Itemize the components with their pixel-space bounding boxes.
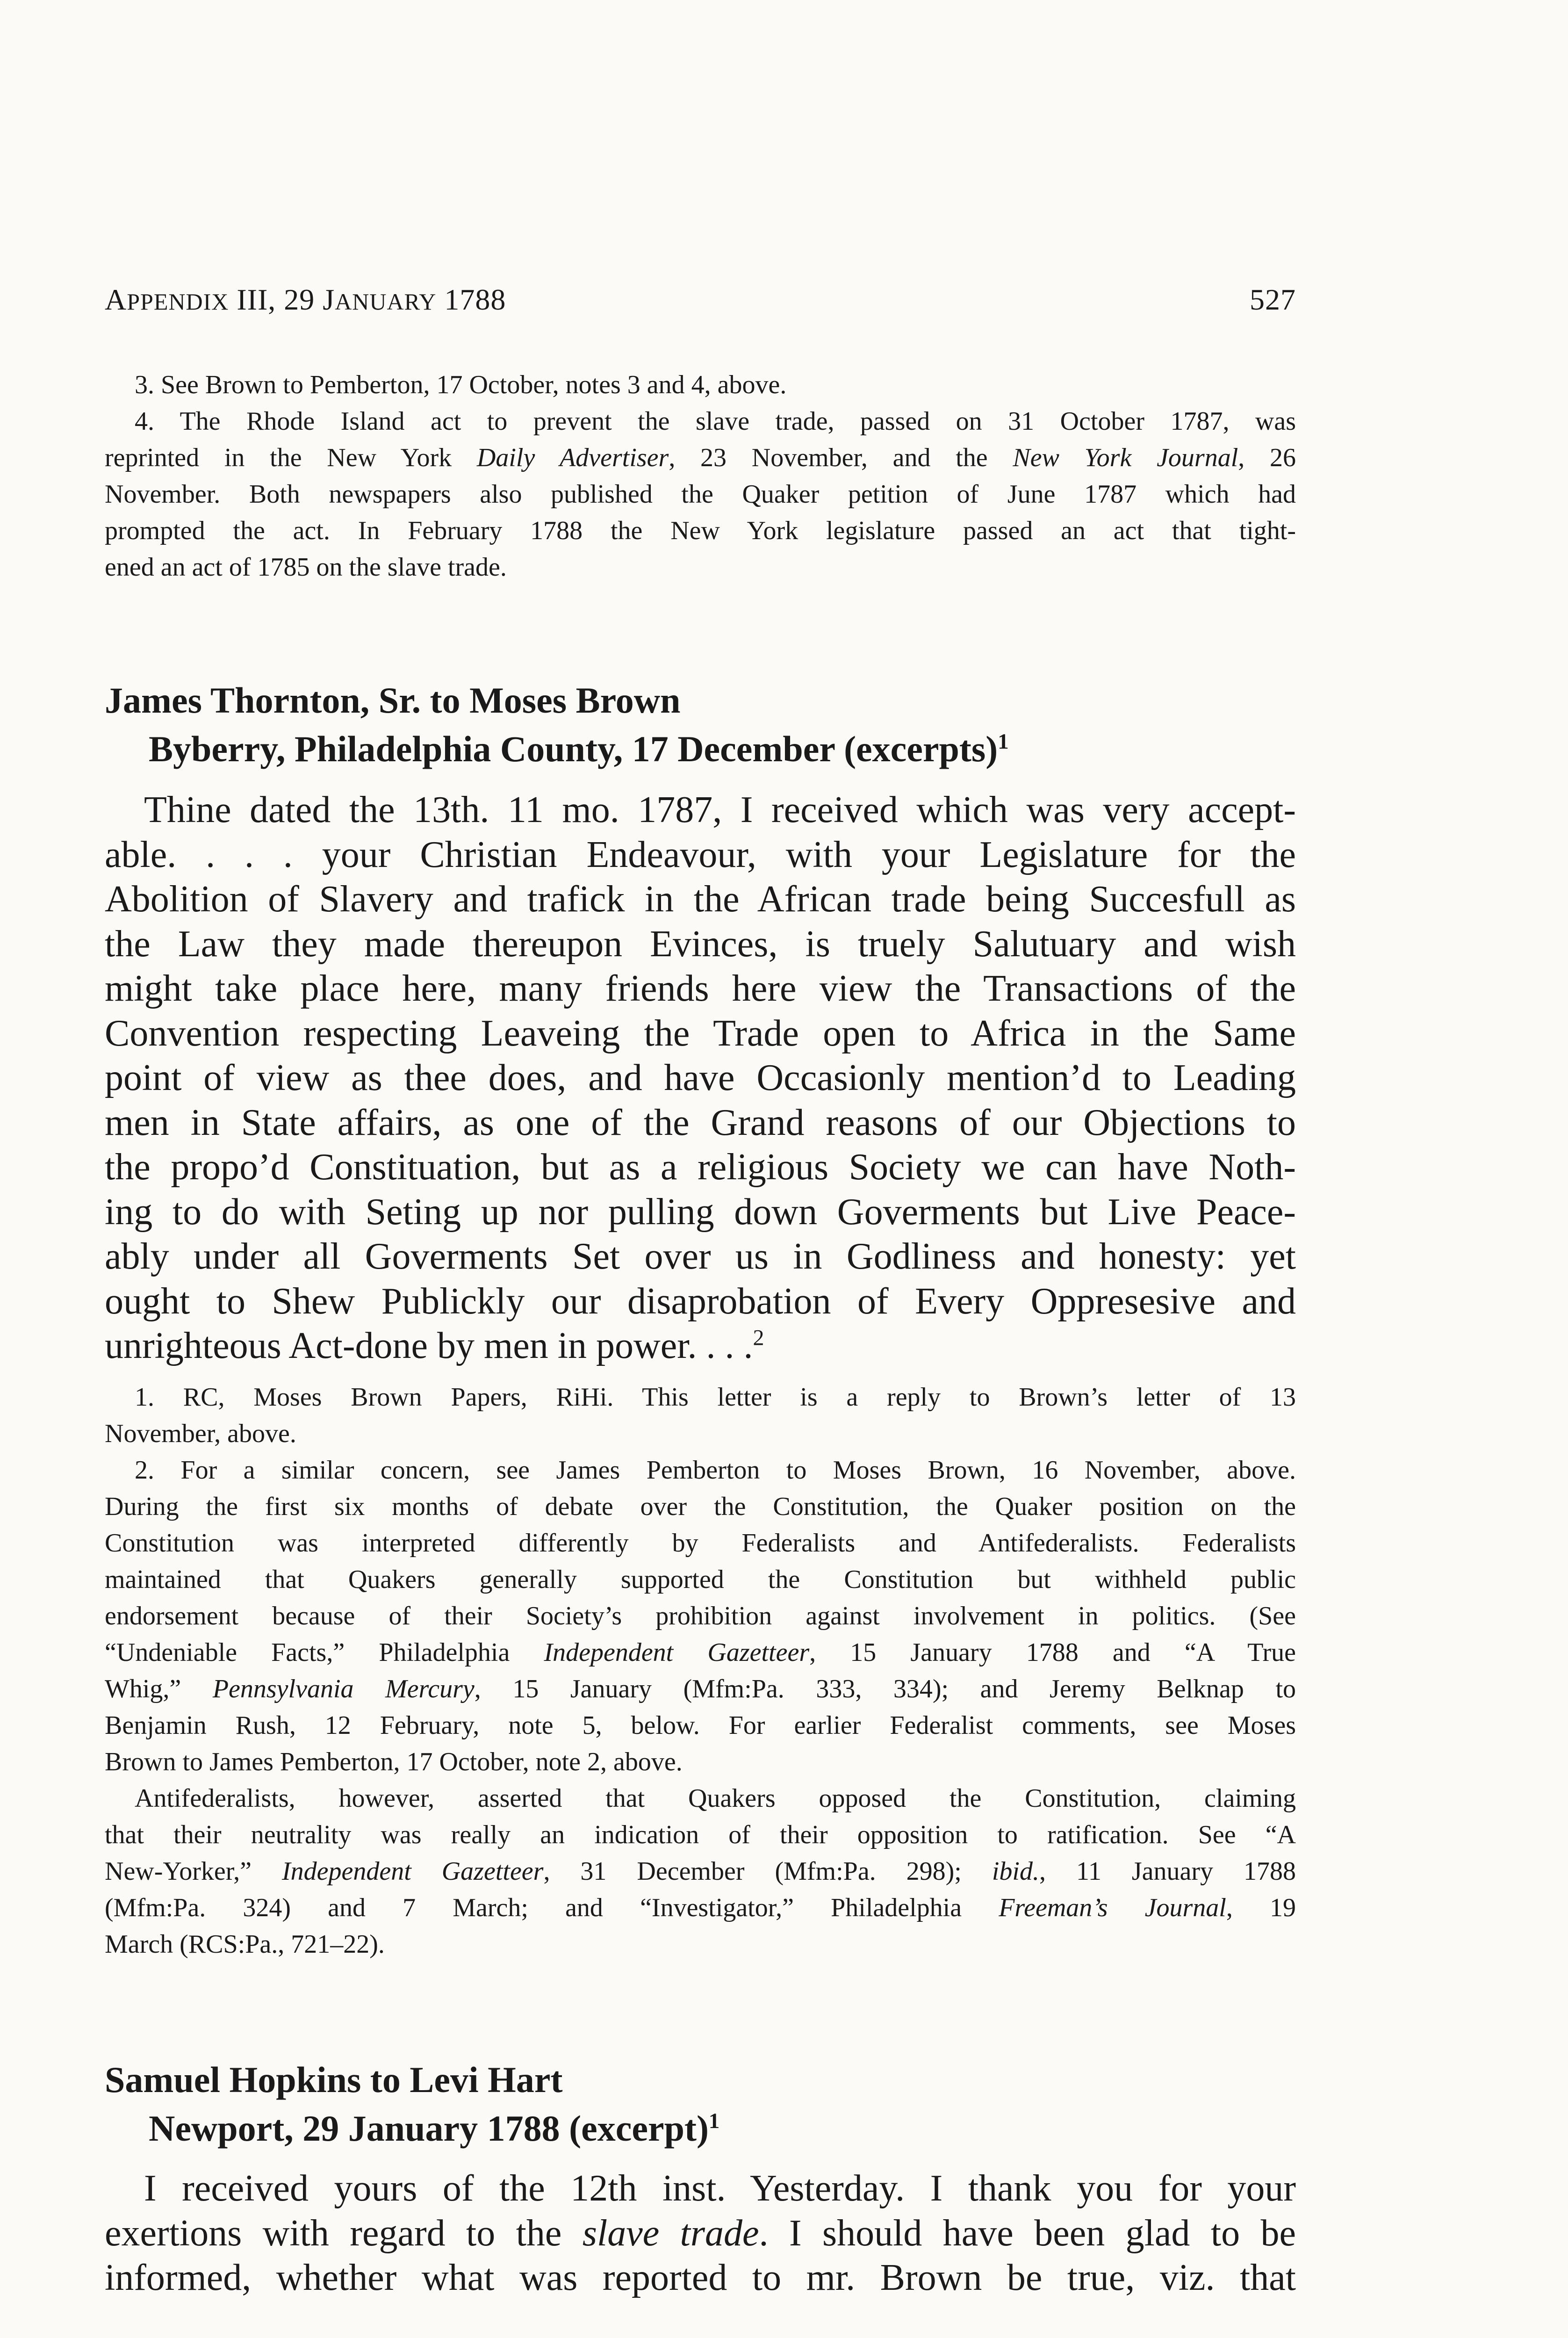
footnote-ref: 2 — [753, 1325, 764, 1350]
running-head — [105, 279, 1296, 321]
letter-title: James Thornton, Sr. to Moses Brown — [105, 680, 681, 721]
body-line: Thine dated the 13th. 11 mo. 1787, I received which was very accept- — [144, 789, 1296, 830]
letter-body — [105, 2166, 1296, 2301]
letter-dateline: Byberry, Philadelphia County, 17 December (excerpts)$^1$ — [149, 729, 1009, 769]
body-line: informed, whether what was reported to mr. Brown be true, viz. that — [105, 2257, 1296, 2298]
letter-heading — [105, 676, 1296, 773]
page-number: 527 — [1250, 283, 1296, 316]
footnote-2-line: endorsement because of their Society’s prohibition against involvement in politics. (See — [105, 1602, 1296, 1631]
letter-footnotes — [105, 1379, 1296, 1963]
footnote-1-line: 1. RC, Moses Brown Papers, RiHi. This letter is a reply to Brown’s letter of 13 — [135, 1383, 1296, 1412]
footnote-4-line: reprinted in the New York Daily Advertiser, 23 November, and the New York Journal, 26 — [105, 443, 1296, 472]
body-line: exertions with regard to the slave trade. I should have been glad to be — [105, 2212, 1296, 2254]
footnote-4-line: prompted the act. In February 1788 the New York legislature passed an act that tight- — [105, 516, 1296, 545]
carryover-notes — [105, 367, 1296, 585]
body-line: I received yours of the 12th inst. Yesterday. I thank you for your — [144, 2168, 1296, 2209]
footnote-2-paragraph-line: March (RCS:Pa., 721–22). — [105, 1930, 385, 1959]
body-line: the propo’d Constituation, but as a religious Society we can have Noth- — [105, 1147, 1296, 1188]
footnote-2-line: 2. For a similar concern, see James Pemberton to Moses Brown, 16 November, above. — [135, 1456, 1296, 1485]
footnote-2-paragraph-line: (Mfm:Pa. 324) and 7 March; and “Investigator,” Philadelphia Freeman’s Journal, 19 — [105, 1893, 1296, 1922]
footnote-2-line: Constitution was interpreted differently by Federalists and Antifederalists. Federalists — [105, 1529, 1296, 1558]
footnote-4-line: November. Both newspapers also published the Quaker petition of June 1787 which had — [105, 480, 1296, 509]
body-line: ought to Shew Publickly our disaprobation of Every Oppresesive and — [105, 1280, 1296, 1322]
body-line: Abolition of Slavery and trafick in the African trade being Succesfull as — [105, 879, 1296, 920]
body-line: able. . . . your Christian Endeavour, with your Legislature for the — [105, 834, 1296, 875]
footnote-2-paragraph-line: New-Yorker,” Independent Gazetteer, 31 December (Mfm:Pa. 298); ibid., 11 January 1788 — [105, 1857, 1296, 1886]
running-head-title: APPENDIX III, 29 JANUARY 1788 — [105, 283, 506, 316]
footnote-2-line: During the first six months of debate over the Constitution, the Quaker position on the — [105, 1492, 1296, 1521]
footnote-2-paragraph-line: that their neutrality was really an indication of their opposition to ratification. See “A — [105, 1820, 1296, 1849]
letter-title: Samuel Hopkins to Levi Hart — [105, 2059, 563, 2100]
body-line: men in State affairs, as one of the Grand reasons of our Objections to — [105, 1102, 1296, 1143]
footnote-3: 3. See Brown to Pemberton, 17 October, notes 3 and 4, above. — [135, 370, 787, 399]
body-line: Convention respecting Leaveing the Trade open to Africa in the Same — [105, 1012, 1296, 1054]
letter-heading — [105, 2056, 1296, 2153]
body-line: point of view as thee does, and have Occasionly mention’d to Leading — [105, 1057, 1296, 1098]
footnote-2-line: Whig,” Pennsylvania Mercury, 15 January (Mfm:Pa. 333, 334); and Jeremy Belknap to — [105, 1674, 1296, 1703]
footnote-2-line: “Undeniable Facts,” Philadelphia Independent Gazetteer, 15 January 1788 and “A True — [105, 1638, 1296, 1667]
footnote-4-line: ened an act of 1785 on the slave trade. — [105, 553, 507, 582]
footnote-ref: 1 — [708, 2109, 720, 2133]
body-line: unrighteous Act-done by men in power. . . .$^2$ — [105, 1325, 764, 1366]
footnote-2-line: Brown to James Pemberton, 17 October, note 2, above. — [105, 1747, 683, 1776]
body-line: the Law they made thereupon Evinces, is truely Salutuary and wish — [105, 923, 1296, 965]
footnote-2-paragraph-line: Antifederalists, however, asserted that Quakers opposed the Constitution, claiming — [135, 1784, 1296, 1813]
footnote-ref: 1 — [998, 729, 1009, 754]
body-line: ing to do with Seting up nor pulling down Goverments but Live Peace- — [105, 1191, 1296, 1233]
footnote-1-line: November, above. — [105, 1419, 296, 1448]
body-line: might take place here, many friends here view the Transactions of the — [105, 968, 1296, 1009]
letter-body — [105, 788, 1296, 1369]
footnote-2-line: Benjamin Rush, 12 February, note 5, below. For earlier Federalist comments, see Moses — [105, 1711, 1296, 1740]
body-line: ably under all Goverments Set over us in Godliness and honesty: yet — [105, 1236, 1296, 1277]
footnote-2-line: maintained that Quakers generally supported the Constitution but withheld public — [105, 1565, 1296, 1594]
footnote-4-line: 4. The Rhode Island act to prevent the slave trade, passed on 31 October 1787, was — [135, 407, 1296, 436]
letter-dateline: Newport, 29 January 1788 (excerpt)$^1$ — [149, 2108, 720, 2149]
